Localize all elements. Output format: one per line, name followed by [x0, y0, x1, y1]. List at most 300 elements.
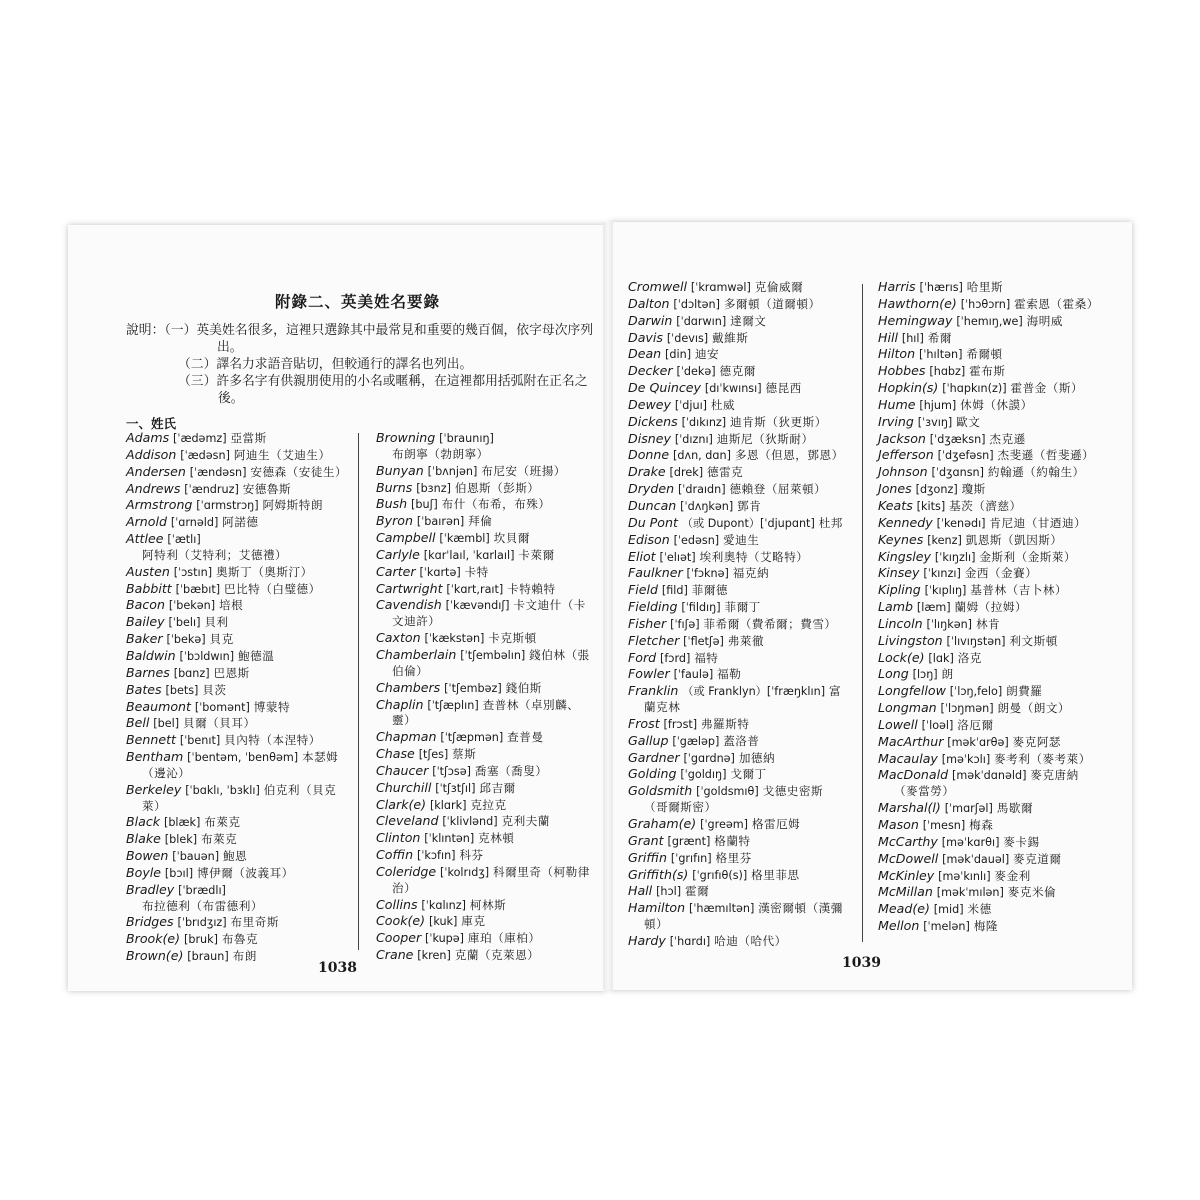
- surname: Chaplin: [376, 696, 424, 712]
- chinese-translation: 菲希爾（費希爾；費雪）: [703, 616, 837, 631]
- chinese-translation: 林肯: [975, 616, 1001, 631]
- surname: Bennett: [126, 732, 176, 748]
- pronunciation: [hjum]: [919, 398, 957, 412]
- surname-entry: [376, 813, 592, 830]
- column-divider-right: [862, 284, 863, 942]
- pronunciation: [ˈkrɑmwəl]: [690, 281, 751, 294]
- pronunciation: [frɔst]: [663, 717, 698, 731]
- surname: Chase: [376, 746, 415, 762]
- surname-entry: [126, 948, 348, 965]
- note-2: [126, 356, 596, 373]
- surname: Bunyan: [376, 462, 424, 478]
- surname-entry: [126, 749, 348, 782]
- surname: Ford: [628, 649, 657, 665]
- book-gutter: [603, 222, 613, 990]
- pronunciation: （或 Dupont）[ˈdjupɑnt]: [681, 516, 815, 530]
- surname-entry: [878, 380, 1100, 397]
- chinese-translation: 米德: [967, 902, 992, 917]
- surname-entry: [126, 831, 348, 848]
- surname-entry: [126, 931, 348, 948]
- pronunciation: [ˈɜvıŋ]: [917, 415, 953, 429]
- pronunciation: [məˈkɑrθı]: [941, 835, 1000, 849]
- surname: Decker: [628, 363, 673, 379]
- surname-entry: [628, 750, 846, 767]
- chinese-translation: 奧斯丁（奧斯汀）: [215, 564, 313, 579]
- chinese-translation: 梅森: [969, 818, 994, 832]
- pronunciation: [ˈgreəm]: [700, 818, 749, 831]
- surname-entry: [376, 763, 592, 780]
- chinese-translation: 鮑德溫: [238, 648, 275, 663]
- surname-entry: [628, 397, 846, 414]
- surname: McMillan: [878, 884, 933, 900]
- chinese-translation: 哈里斯: [966, 280, 1004, 294]
- surname-entry: [376, 597, 592, 630]
- pronunciation: [bets]: [165, 683, 199, 697]
- section-heading-surnames: 一、姓氏: [126, 416, 177, 431]
- surname-entry: [376, 864, 592, 897]
- chinese-translation: 蘭姆（拉姆）: [954, 600, 1028, 615]
- pronunciation: [ˈbomənt]: [194, 700, 250, 714]
- pronunciation: [ˈbelı]: [168, 616, 201, 630]
- surname-entry: [878, 717, 1100, 734]
- surname: Longfellow: [878, 683, 946, 699]
- chinese-translation: 科爾里奇（柯勒律治）: [392, 864, 590, 895]
- surname: Keats: [878, 497, 913, 513]
- pronunciation: [məkˈdɑnəld]: [951, 769, 1027, 783]
- chinese-translation: 亞當斯: [230, 431, 267, 445]
- surname-entry: [376, 746, 592, 763]
- surname-entry: [126, 782, 348, 815]
- surname: Davis: [628, 329, 663, 345]
- pronunciation: [ˈkævəndıʃ]: [445, 599, 510, 613]
- surname-entry: [878, 582, 1100, 599]
- pronunciation: [hɔl]: [656, 885, 682, 899]
- chinese-translation: 金斯利（金斯萊）: [979, 549, 1077, 564]
- chinese-translation: 麥考利（麥考萊）: [994, 751, 1091, 766]
- pronunciation: [ˈgoldsmıθ]: [696, 785, 759, 799]
- surname: Frost: [628, 715, 660, 731]
- chinese-translation: 鄧肯: [737, 498, 762, 513]
- surname: Johnson: [878, 464, 928, 480]
- pronunciation: [ˈbrædlı]: [178, 883, 226, 897]
- surname-entry: [628, 666, 846, 683]
- pronunciation: [ˈɔstın]: [173, 565, 213, 579]
- surname: Bell: [126, 715, 150, 731]
- surname-entry: [628, 515, 846, 532]
- surname-entry: [628, 900, 846, 933]
- pronunciation: [ˈkɑlınz]: [421, 898, 466, 912]
- surname: Campbell: [376, 530, 436, 546]
- chinese-translation: 德雷克: [706, 465, 744, 480]
- surname-entry: [628, 565, 846, 582]
- chinese-translation: 麥克唐納（麥當勞）: [894, 768, 1079, 799]
- surname-entry: [878, 599, 1100, 616]
- surname-entry: [376, 480, 592, 497]
- surname: MacDonald: [878, 767, 949, 783]
- surname-entry: [878, 346, 1100, 363]
- surname: Hardy: [628, 932, 666, 948]
- surname: Attlee: [126, 531, 164, 547]
- surname-entry: [878, 414, 1100, 431]
- chinese-translation: 培根: [218, 598, 244, 613]
- surname: Donne: [628, 447, 670, 463]
- surname-entry: [628, 532, 846, 549]
- chinese-translation: 朗: [941, 667, 954, 682]
- chinese-translation: 伯恩斯（彭斯）: [454, 480, 540, 495]
- surname: Edison: [628, 531, 670, 547]
- surname: Bentham: [126, 749, 184, 765]
- surname: Dalton: [628, 295, 670, 311]
- surname: Jones: [878, 481, 912, 497]
- surname-entry: [628, 850, 846, 867]
- chinese-translation: 格里芬: [715, 850, 752, 865]
- surname-entry: [126, 699, 348, 716]
- surname: Darwin: [628, 312, 673, 328]
- chinese-translation: 達爾文: [730, 313, 767, 328]
- surname: Jefferson: [878, 447, 934, 463]
- chinese-translation: 約翰遜（約翰生）: [987, 465, 1085, 480]
- chinese-translation: 休姆（休謨）: [960, 397, 1033, 412]
- chinese-translation: 迪安: [694, 347, 720, 362]
- surname: Fielding: [628, 599, 678, 615]
- page-number-right: 1039: [842, 955, 881, 971]
- chinese-translation: 霍布斯: [969, 364, 1006, 379]
- pronunciation: [ˈkɔfın]: [416, 849, 456, 863]
- surname: Du Pont: [628, 514, 678, 530]
- surname: Bowen: [126, 848, 169, 864]
- surname: Fletcher: [628, 632, 680, 648]
- chinese-translation: 霍索恩（霍桑）: [1014, 296, 1099, 311]
- surname-entry: [878, 751, 1100, 768]
- pronunciation: [fɔrd]: [660, 651, 691, 665]
- pronunciation: [blek]: [164, 833, 198, 847]
- pronunciation: [ˈkıplıŋ]: [924, 584, 967, 598]
- surname: Burns: [376, 479, 413, 495]
- surname-entry: [628, 582, 846, 599]
- pronunciation: [ˈbentəm, ˈbenθəm]: [187, 751, 299, 765]
- surname-entry: [628, 733, 846, 750]
- surname-column-3: [628, 279, 846, 950]
- pronunciation: [ˈɑrnəld]: [170, 516, 219, 530]
- pronunciation: [ˈedəsn]: [673, 533, 720, 547]
- surname: Disney: [628, 430, 671, 446]
- pronunciation: [ˈgoldıŋ]: [680, 768, 727, 782]
- pronunciation: [mid]: [933, 903, 964, 917]
- pronunciation: [ˈtʃæplın]: [427, 698, 479, 712]
- surname: Carter: [376, 563, 416, 579]
- surname-entry: [628, 296, 846, 313]
- chinese-translation: 朗曼（朗文）: [997, 701, 1071, 716]
- surname-entry: [878, 565, 1100, 582]
- chinese-translation: 安德森（安徒生）: [250, 464, 348, 479]
- chinese-translation: 布什（布希，布殊）: [441, 497, 551, 512]
- chinese-translation: 加德納: [738, 750, 776, 765]
- surname: Berkeley: [126, 781, 182, 797]
- surname: Hilton: [878, 346, 916, 362]
- surname-entry: [126, 614, 348, 631]
- surname: Kipling: [878, 582, 921, 598]
- chinese-translation: 克林頓: [478, 831, 515, 846]
- pronunciation: [bɑnz]: [173, 666, 210, 680]
- pronunciation: [ˈtʃembəz]: [444, 681, 502, 695]
- surname-entry: [126, 531, 348, 564]
- pronunciation: [klɑrk]: [429, 798, 467, 812]
- pronunciation: [ˈbaırən]: [416, 515, 465, 529]
- chinese-translation: 貝爾（貝耳）: [182, 716, 256, 731]
- surname-entry: [376, 947, 592, 964]
- surname-entry: [628, 599, 846, 616]
- surname: Clark(e): [376, 796, 427, 812]
- surname: Fowler: [628, 666, 670, 682]
- chinese-translation: 洛厄爾: [957, 717, 994, 732]
- surname-column-1: [126, 430, 348, 965]
- surname-entry: [628, 716, 846, 733]
- surname: Golding: [628, 766, 677, 782]
- chinese-translation: 布萊克: [204, 815, 241, 830]
- surname-entry: [126, 597, 348, 614]
- surname-entry: [628, 766, 846, 783]
- pronunciation: （或 Franklyn）[ˈfræŋklın]: [682, 685, 826, 699]
- surname-entry: [878, 851, 1100, 868]
- pronunciation: [ˈkolrıdʒ]: [440, 865, 490, 879]
- surname: Andersen: [126, 463, 186, 479]
- pronunciation: [ˈbɔldwın]: [179, 649, 235, 663]
- pronunciation: [ˈbekə]: [166, 633, 206, 647]
- pronunciation: [ˈkıŋzlı]: [934, 550, 976, 564]
- pronunciation: [ˈhɑpkın(z)]: [942, 382, 1007, 396]
- surname-entry: [878, 279, 1100, 296]
- surname: Graham(e): [628, 816, 697, 831]
- pronunciation: [ˈlıvıŋstən]: [946, 634, 1006, 648]
- chinese-translation: 阿姆斯特朗: [262, 498, 323, 513]
- surname-entry: [376, 847, 592, 864]
- surname-entry: [878, 296, 1100, 313]
- pronunciation: [ˈfildıŋ]: [681, 601, 721, 615]
- surname-entry: [628, 464, 846, 481]
- surname-entry: [376, 547, 592, 564]
- surname-entry: [376, 630, 592, 647]
- surname: Byron: [376, 513, 413, 529]
- surname-entry: [628, 279, 846, 296]
- chinese-translation: 布里奇斯: [230, 915, 279, 930]
- surname-entry: [376, 581, 592, 598]
- chinese-translation: 杜邦: [818, 515, 843, 530]
- surname: Chaucer: [376, 762, 429, 778]
- note-text-2: （二）譯名力求語音貼切，但較通行的譯名也列出。: [178, 357, 473, 372]
- surname-entry: [628, 330, 846, 347]
- pronunciation: [ˈklivlənd]: [442, 815, 498, 829]
- chinese-translation: 愛迪生: [723, 532, 760, 547]
- chinese-translation: 麥克阿瑟: [1012, 734, 1062, 749]
- chinese-translation: 基茨（濟慈）: [949, 498, 1022, 513]
- surname: Cavendish: [376, 597, 442, 613]
- surname: Browning: [376, 430, 436, 445]
- pronunciation: [ˈdraıdn]: [677, 483, 726, 497]
- pronunciation: [ˈtʃæpmən]: [440, 731, 504, 745]
- pronunciation: [ˈkæmbl]: [439, 532, 490, 546]
- surname-entry: [628, 883, 846, 900]
- surname-entry: [628, 933, 846, 950]
- surname: Clinton: [376, 830, 421, 846]
- surname: Kinsey: [878, 565, 920, 581]
- surname-entry: [126, 882, 348, 915]
- surname-entry: [376, 913, 592, 930]
- surname: Hill: [878, 329, 898, 345]
- pronunciation: [ˈdʒefəsn]: [937, 449, 994, 463]
- surname: Duncan: [628, 497, 677, 513]
- pronunciation: [ˈdıznı]: [674, 432, 713, 446]
- pronunciation: [ˈlɔŋmən]: [940, 702, 994, 716]
- pronunciation: [ˈkɑrtə]: [419, 565, 461, 579]
- surname: Dryden: [628, 481, 675, 497]
- chinese-translation: 歐文: [956, 414, 981, 429]
- chinese-translation: 多恩（但恩，鄧恩）: [734, 448, 844, 463]
- surname-entry: [628, 549, 846, 566]
- pronunciation: [ˈdevıs]: [666, 331, 709, 345]
- surname: Brook(e): [126, 931, 181, 947]
- pronunciation: [ˈdʒæksn]: [929, 432, 986, 446]
- chinese-translation: 拜倫: [468, 514, 493, 529]
- surname: Long: [878, 666, 909, 682]
- note-text-3: （三）許多名字有供親朋使用的小名或暱稱，在這裡都用括弧附在正名之後。: [178, 374, 588, 406]
- pronunciation: [ˈlɔŋ,felo]: [949, 685, 1003, 699]
- chinese-translation: 錢伯林（張伯倫）: [392, 647, 590, 678]
- surname: Churchill: [376, 779, 432, 795]
- pronunciation: [fild]: [661, 584, 688, 598]
- surname: Griffin: [628, 849, 668, 865]
- surname: Beaumont: [126, 698, 191, 714]
- chinese-translation: 柯林斯: [469, 897, 507, 912]
- surname: Griffith(s): [628, 866, 689, 882]
- pronunciation: [ˈhıltən]: [918, 348, 963, 362]
- surname-entry: [878, 397, 1100, 414]
- surname: Cook(e): [376, 913, 426, 929]
- pronunciation: [ˈelıət]: [659, 550, 696, 564]
- surname-entry: [878, 817, 1100, 834]
- surname-entry: [376, 680, 592, 697]
- surname: Drake: [628, 464, 666, 480]
- chinese-translation: 貝利: [204, 615, 229, 630]
- surname-entry: [878, 431, 1100, 448]
- surname: Baker: [126, 631, 163, 647]
- explanatory-notes: [126, 322, 596, 407]
- chinese-translation: 德克爾: [719, 364, 756, 379]
- surname: Dickens: [628, 413, 678, 429]
- chinese-translation: 格雷厄姆: [751, 817, 801, 831]
- surname-entry: [376, 430, 592, 463]
- surname-entry: [126, 631, 348, 648]
- chinese-translation: 貝茨: [202, 682, 227, 697]
- chinese-translation: 福勒: [717, 667, 742, 682]
- surname-entry: [628, 867, 846, 884]
- pronunciation: [ˈbrıdʒız]: [177, 916, 227, 930]
- pronunciation: [ˈætlı]: [167, 533, 201, 547]
- surname-entry: [628, 833, 846, 850]
- surname: Bradley: [126, 881, 175, 897]
- pronunciation: [ˈbʌnjən]: [427, 464, 478, 478]
- pronunciation: [məˈkɔlı]: [941, 752, 991, 766]
- surname: Lamb: [878, 599, 913, 615]
- pronunciation: [bel]: [153, 717, 180, 731]
- surname: Hume: [878, 396, 916, 412]
- chinese-translation: 麥金利: [994, 868, 1031, 883]
- pronunciation: [ˈdɔltən]: [673, 297, 720, 311]
- pronunciation: [drek]: [669, 466, 704, 480]
- surname-entry: [878, 330, 1100, 347]
- pronunciation: [ˈdɑrwın]: [676, 314, 727, 328]
- surname-entry: [628, 616, 846, 633]
- note-1: [126, 322, 596, 356]
- surname: Cooper: [376, 930, 422, 946]
- surname: Caxton: [376, 630, 421, 646]
- pronunciation: [ˈfletʃə]: [683, 634, 724, 648]
- surname-entry: [126, 665, 348, 682]
- surname-entry: [878, 666, 1100, 683]
- chinese-translation: 麥卡錫: [1003, 834, 1040, 849]
- surname-entry: [628, 380, 846, 397]
- pronunciation: [kuk]: [428, 915, 458, 929]
- surname-entry: [878, 313, 1100, 330]
- surname: Field: [628, 582, 658, 598]
- pronunciation: [bruk]: [183, 933, 218, 947]
- surname: Bush: [376, 496, 408, 512]
- surname-entry: [126, 581, 348, 598]
- surname-entry: [376, 513, 592, 530]
- chinese-translation: 布尼安（班揚）: [481, 463, 566, 478]
- chinese-translation: 漢密爾頓（漢彌頓）: [644, 901, 843, 932]
- surname: Bates: [126, 681, 162, 697]
- chinese-translation: 布拉德利（布雷德利）: [142, 898, 263, 913]
- surname-entry: [878, 683, 1100, 700]
- chinese-translation: 坎貝爾: [493, 531, 530, 546]
- chinese-translation: 麥克道爾: [1013, 851, 1062, 866]
- surname-entry: [376, 647, 592, 680]
- chinese-translation: 喬塞（喬叟）: [474, 763, 548, 778]
- surname-entry: [878, 901, 1100, 918]
- surname: Coleridge: [376, 863, 437, 879]
- surname-entry: [878, 700, 1100, 717]
- pronunciation: [ˈfıʃə]: [670, 617, 700, 631]
- chinese-translation: 迪斯尼（狄斯耐）: [716, 431, 814, 446]
- pronunciation: [din]: [665, 348, 692, 362]
- pronunciation: [ˈdekə]: [676, 365, 716, 379]
- chinese-translation: 霍普金（斯）: [1010, 381, 1084, 396]
- surname-entry: [126, 682, 348, 699]
- pronunciation: [lɑk]: [928, 651, 954, 665]
- pronunciation: [ˈdjuı]: [674, 398, 708, 412]
- pronunciation: [ˈfaulə]: [673, 668, 714, 682]
- chinese-translation: 弗萊徹: [727, 633, 765, 648]
- chinese-translation: 博蒙特: [253, 699, 291, 714]
- surname-entry: [628, 481, 846, 498]
- surname-entry: [376, 797, 592, 814]
- surname-entry: [376, 780, 592, 797]
- surname-column-2: [376, 430, 592, 964]
- pronunciation: [ˈɑrmstrɔŋ]: [196, 499, 259, 513]
- pronunciation: [ˈkɑrt,raıt]: [446, 582, 504, 596]
- chinese-translation: 巴比特（白璧德）: [223, 581, 321, 596]
- pronunciation: [ˈbraunıŋ]: [439, 432, 494, 445]
- pronunciation: [ˈbɑklı, ˈbɜklı]: [185, 783, 260, 797]
- surname: De Quincey: [628, 380, 701, 396]
- surname-entry: [628, 414, 846, 431]
- pronunciation: [ˈgrıfıθ(s)]: [692, 868, 748, 882]
- chinese-translation: 杜威: [710, 397, 736, 412]
- surname: Fisher: [628, 615, 667, 631]
- surname: McCarthy: [878, 833, 938, 849]
- page-number-left: 1038: [318, 960, 357, 976]
- chinese-translation: 杰斐遜（哲斐遜）: [997, 448, 1095, 463]
